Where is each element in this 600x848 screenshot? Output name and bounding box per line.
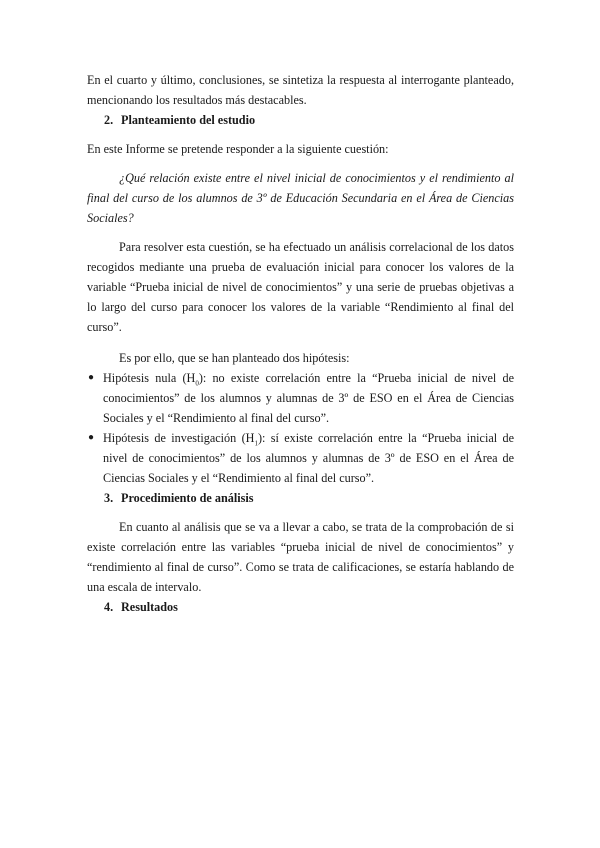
hypothesis-label: Hipótesis nula (H (103, 371, 196, 385)
hypothesis-text: ): sí existe correlación entre la “Prueba inicial de nivel de conocimientos” de los alumnos y alumnas de 3º de ESO en el Área de Ciencias Sociales y el “Rendimiento al final del curso”. (103, 431, 514, 485)
section-number: 3. (104, 491, 114, 505)
hypothesis-subscript: 1 (254, 439, 258, 448)
hypothesis-research (87, 428, 514, 488)
section-number: 4. (104, 600, 114, 614)
section-number: 2. (104, 113, 114, 127)
section-title: Planteamiento del estudio (121, 113, 256, 127)
research-question: ¿Qué relación existe entre el nivel inicial de conocimientos y el rendimiento al final del curso de los alumnos de 3º de Educación Secundaria en el Área de Ciencias Sociales? (87, 171, 514, 225)
bullet-icon: ● (88, 372, 95, 383)
hypothesis-text: ): no existe correlación entre la “Prueba inicial de nivel de conocimientos” de los alumnos y alumnas de 3º de ESO en el Área de Ciencias Sociales y el “Rendimiento al final del curso”. (103, 371, 515, 425)
hypotheses-intro-paragraph: Es por ello, que se han planteado dos hipótesis: (119, 351, 350, 365)
analysis-paragraph: En cuanto al análisis que se va a llevar a cabo, se trata de la comprobación de si existe correlación entre las variables “prueba inicial de nivel de conocimientos” y “rendimiento al final de curso”. Como se trata de calificaciones, se estaría hablando de una escala de intervalo. (87, 520, 514, 594)
intro-paragraph: En el cuarto y último, conclusiones, se sintetiza la respuesta al interrogante planteado, mencionando los resultados más destacables. (87, 73, 514, 107)
section-heading-planteamiento (87, 110, 514, 130)
document-page (87, 70, 514, 617)
section-title: Resultados (121, 600, 178, 614)
hypothesis-null (87, 368, 514, 428)
hypothesis-subscript: 0 (195, 379, 199, 388)
section-lead-paragraph: En este Informe se pretende responder a la siguiente cuestión: (87, 142, 389, 156)
hypothesis-label: Hipótesis de investigación (H (103, 431, 255, 445)
section-title: Procedimiento de análisis (121, 491, 254, 505)
bullet-icon: ● (88, 432, 95, 443)
section-heading-procedimiento (87, 488, 514, 508)
section-heading-resultados (87, 597, 514, 617)
method-paragraph: Para resolver esta cuestión, se ha efectuado un análisis correlacional de los datos recogidos mediante una prueba de evaluación inicial para conocer los valores de la variable “Prueba inicial de nivel de conocimientos” y una serie de pruebas objetivas a lo largo del curso para conocer los valores de la variable “Rendimiento al final del curso”. (87, 240, 514, 334)
hypotheses-list (87, 368, 514, 488)
